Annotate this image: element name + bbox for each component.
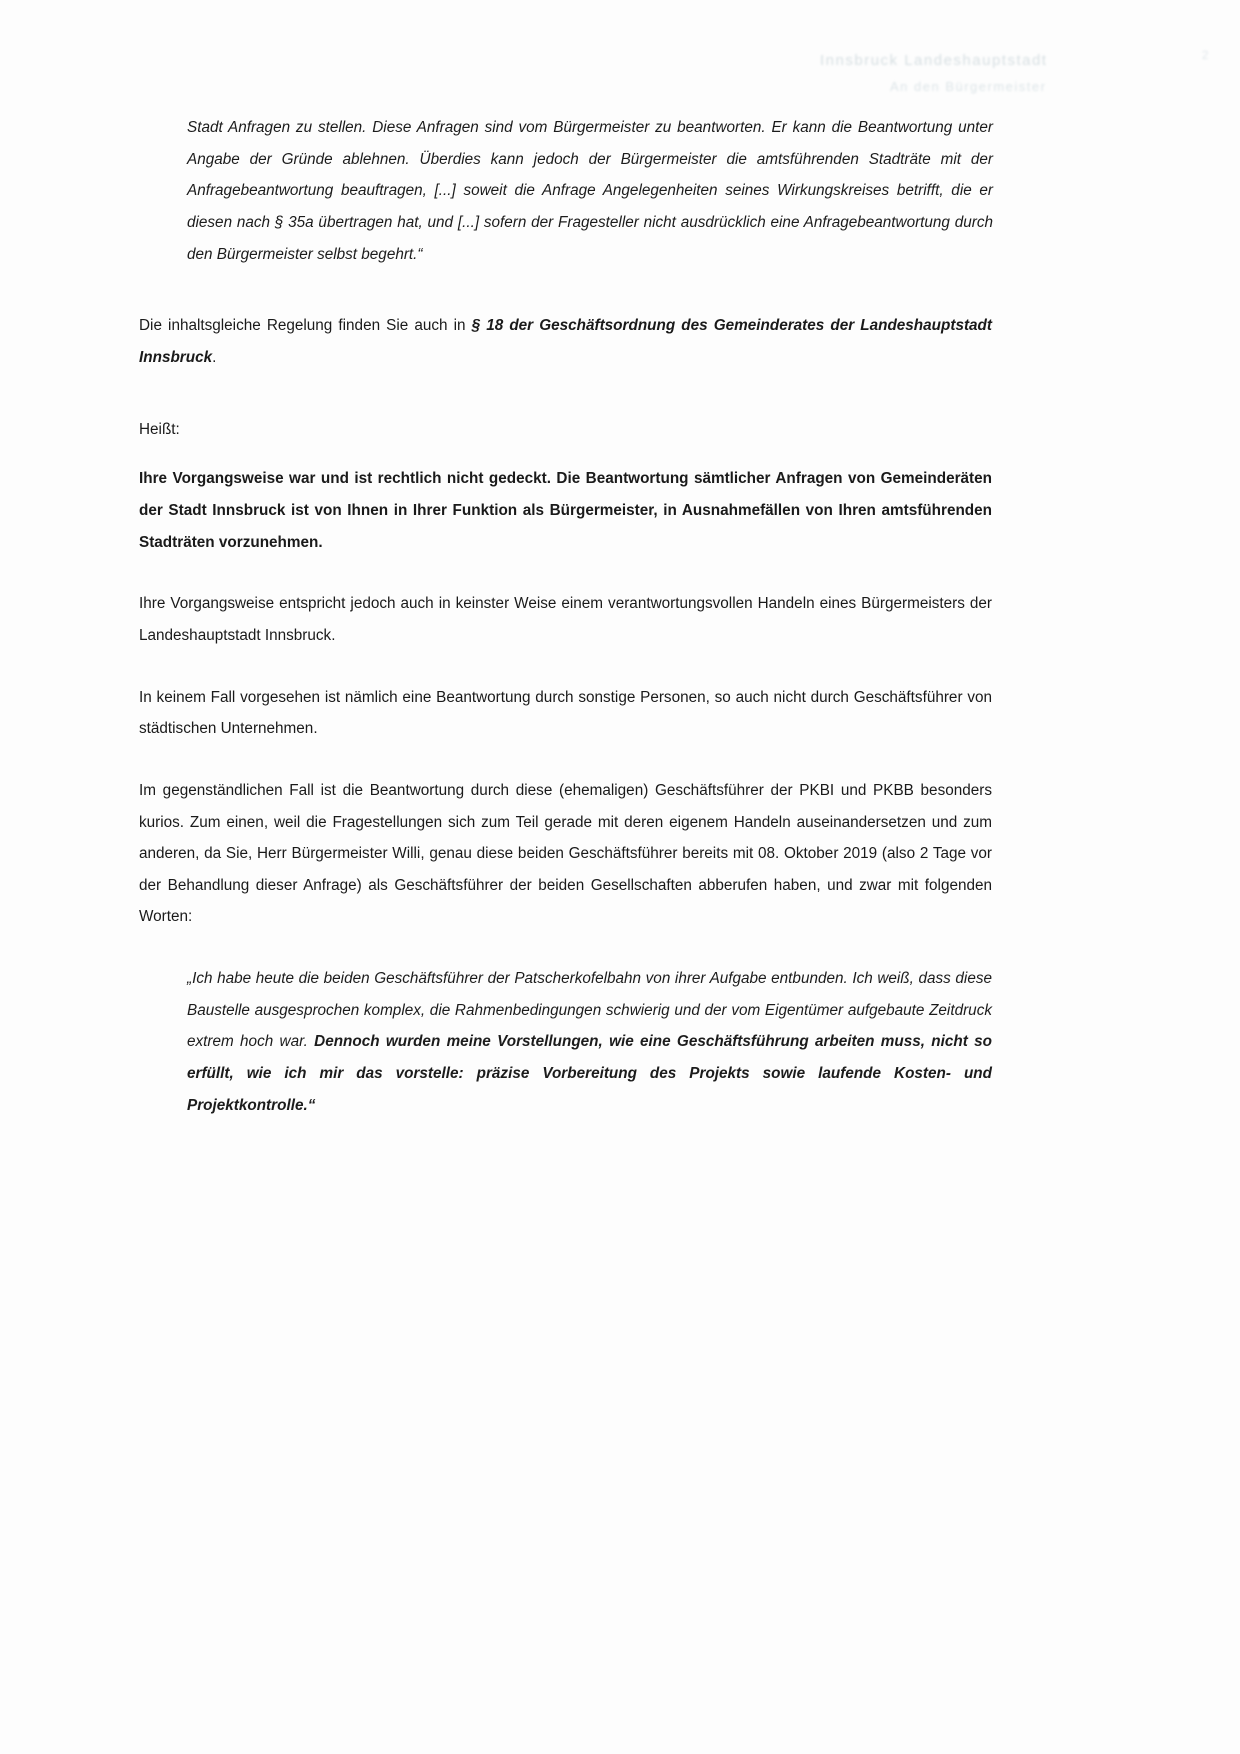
regelung-tail: .: [212, 348, 217, 366]
quote-willi-part-1: „Ich habe heute die beiden Geschäftsführer der Patscherkofelbahn von ihrer Aufgabe entbunden. Ich weiß, dass diese Baustelle ausgesprochen komplex, die Rahmenbedingungen schwierig und der vom Eigentümer aufgebaute Zeitdruck extrem hoch war.: [187, 970, 992, 1051]
quote-law-intro: Stadt Anfragen zu stellen. Diese Anfragen sind vom Bürgermeister zu beantworten. Er kann die Beantwortung unter Angabe der Gründe ablehnen.: [187, 119, 993, 168]
paragraph-verantwortung: Ihre Vorgangsweise entspricht jedoch auch in keinster Weise einem verantwortungsvollen Handeln eines Bürgermeisters der Landeshauptstadt Innsbruck.: [139, 595, 992, 644]
paragraph-heisst: Heißt:: [139, 420, 180, 438]
paragraph-regelung: [139, 310, 992, 373]
regelung-reference: § 18 der Geschäftsordnung des Gemeinderates der Landeshauptstadt Innsbruck: [139, 317, 992, 366]
scan-watermark: [820, 48, 1210, 94]
watermark-line-2: An den Bürgermeister: [890, 79, 1047, 94]
paragraph-kein-fall: In keinem Fall vorgesehen ist nämlich eine Beantwortung durch sonstige Personen, so auch nicht durch Geschäftsführer von städtischen Unternehmen.: [139, 688, 992, 738]
watermark-line-1: Innsbruck Landeshauptstadt: [820, 52, 1048, 69]
regelung-lead: Die inhaltsgleiche Regelung finden Sie auch in: [139, 317, 472, 335]
paragraph-quote-willi: [187, 963, 992, 1121]
quote-willi-part-2: Dennoch wurden meine Vorstellungen, wie eine Geschäftsführung arbeiten muss, nicht so erfüllt, wie ich mir das vorstelle: präzise Vorbereitung des Projekts sowie laufende Kosten- und Projektkontrolle.“: [187, 1033, 992, 1114]
paragraph-quote-law: [187, 112, 993, 270]
quote-law-continued: Überdies kann jedoch der Bürgermeister die amtsführenden Stadträte mit der Anfragebeantwortung beauftragen, [...] soweit die Anfrage Angelegenheiten seines Wirkungskreises betrifft, die er diesen nach § 35a übertragen hat, und [...] sofern der Fragesteller nicht ausdrücklich eine Anfragebeantwortung durch den Bürgermeister selbst begehrt.“: [187, 150, 994, 263]
watermark-page-number: 2: [1201, 48, 1210, 62]
paragraph-gegenstaendlich: Im gegenständlichen Fall ist die Beantwortung durch diese (ehemaligen) Geschäftsführer der PKBI und PKBB besonders kurios. Zum einen, weil die Fragestellungen sich zum Teil gerade mit deren eigenem Handeln auseinandersetzen und zum anderen, da Sie, Herr Bürgermeister Willi, genau diese beiden Geschäftsführer bereits mit 08. Oktober 2019 (also 2 Tage vor der Behandlung dieser Anfrage) als Geschäftsführer der beiden Gesellschaften abberufen haben, und zwar mit folgenden Worten:: [139, 781, 992, 926]
document-body: [139, 112, 992, 1121]
paragraph-vorgangsweise-bold: Ihre Vorgangsweise war und ist rechtlich nicht gedeckt. Die Beantwortung sämtlicher Anfragen von Gemeinderäten der Stadt Innsbruck ist von Ihnen in Ihrer Funktion als Bürgermeister, in Ausnahmefällen von Ihren amtsführenden Stadträten vorzunehmen.: [139, 470, 992, 551]
